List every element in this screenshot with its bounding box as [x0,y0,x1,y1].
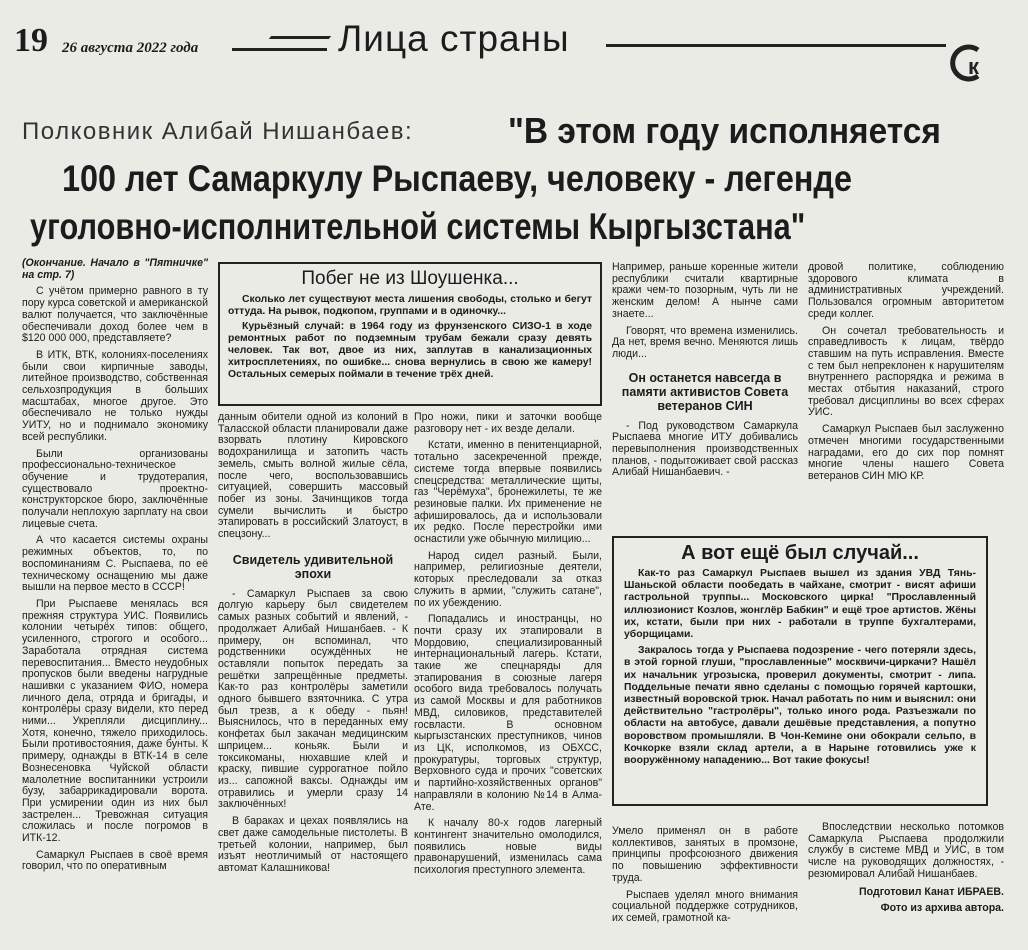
svg-text:к: к [968,54,980,79]
paragraph: При Рыспаеве менялась вся прежняя структура УИС. Появились колонии четырёх типов: общего, усиленного, строгого и особого... Заработала отрядная система перевоспитания... Вместо неудобных пропусков были введены нагрудные нашивки с указанием ФИО, номера личного дела, отряда и бригады, и контролёры сразу видели, кто перед ними... Укрепляли дисциплину... Хотя, конечно, тяжело приходилось. Были противостояния, даже бунты. К примеру, однажды в ВТК-14 в селе Вознесеновка Чуйской области малолетние воспитанники устроили бузу, забаррикадировали ворота. При усмирении один из них был застрелен... Тревожная ситуация сложилась и после погромов в ИТК-12. [22,597,208,845]
header-rule-slant [269,36,332,39]
headline-line2: 100 лет Самаркулу Рыспаеву, человеку - легенде [62,158,852,199]
article-column-2 [218,412,408,938]
paragraph: Закралось тогда у Рыспаева подозрение - чего потеряли здесь, в этой горной глуши, "прославленные" москвичи-циркачи? Нашёл их начальник угрозыска, проверил документы, смотрит - липа. Поддельные печати явно сделаны с помощью горячей картошки, известный воровской трюк. Начал работать по ним и выяснил: они действительно "гастролёры", только иного рода. Разъезжали по области на автобусе, давали дешёвые представления, а попутно воровством промышляли. В Чон-Кемине они обокрали сельпо, в Кочкорке взяли склад артели, а в Нарыне готовились уже к вооружённому нападению... Вот такие фокусы! [624,645,976,767]
paragraph: Самаркул Рыспаев в своё время говорил, что по оперативным [22,848,208,873]
article-column-4-bottom [612,826,798,938]
paragraph: Как-то раз Самаркул Рыспаев вышел из здания УВД Тянь-Шаньской области пообедать в чайхане, смотрит - висят афиши гастрольной труппы... Московского цирка! "Прославленный иллюзионист Козлов, жонглёр Бабкин" и ещё трое артистов. Жёны их, кстати, были при них - работали в труппе бухгалтерами, уборщицами. [624,568,976,641]
paragraph: Были организованы профессионально-техническое обучение и трудотерапия, существовало проектно-конструкторское бюро, заключённые получали неплохую зарплату на свои лицевые счета. [22,447,208,530]
article-column-3 [414,412,602,938]
box-title: Побег не из Шоушенка... [301,268,519,289]
page-header [0,0,1028,80]
paragraph: К началу 80-х годов лагерный контингент значительно омолодился, появились новые виды правонарушений, изменилась сама психология преступного элемента. [414,817,602,877]
header-rule-left [232,48,327,51]
article-column-4 [612,262,798,530]
newspaper-logo-icon [948,44,1000,82]
paragraph: С учётом примерно равного в ту пору курса советской и американской валют получается, что заключённые обеспечивали доход более чем в $120 000 000, представляете? [22,285,208,345]
paragraph: Кстати, именно в пенитенциарной, тотально засекреченной прежде, системе тогда впервые появились спецсредства: металлические щиты, газ "Черёмуха", бронежилеты, те же резиновые палки. Их применение не афишировалось, да и использовали их редко. После перестройки ими оснастили уже обычную милицию... [414,439,602,546]
author-credit: Подготовил Канат ИБРАЕВ. [859,885,1004,898]
page-number: 19 [14,22,48,59]
issue-date: 26 августа 2022 года [62,40,199,56]
continuation-note: (Окончание. Начало в "Пятничке" на стр. 7) [22,258,208,281]
header-rule-right [606,44,946,47]
section-title: Лица страны [338,18,570,59]
paragraph: - Под руководством Самаркула Рыспаева многие ИТУ добивались перевыполнения производственных планов, - подытоживает свой рассказ Алибай Нишанбаевич. - [612,419,798,479]
headline-line3: уголовно-исполнительной системы Кыргызстана" [30,206,806,247]
article-column-5 [808,262,1004,530]
paragraph: Про ножи, пики и заточки вообще разговору нет - их везде делали. [414,412,602,435]
paragraph: Умело применял он в работе коллективов, занятых в промзоне, принципы профсоюзного движения по повышению эффективности труда. [612,826,798,884]
article-column-1 [22,258,208,938]
paragraph: Сколько лет существуют места лишения свободы, столько и бегут оттуда. На рывок, подкопом, группами и в одиночку... [228,294,592,317]
paragraph: А что касается системы охраны режимных объектов, то, по воспоминаниям С. Рыспаева, по её техническому оснащению мы даже вышли на первое место в СССР! [22,534,208,594]
headline-kicker: Полковник Алибай Нишанбаев: [22,118,414,145]
paragraph: Народ сидел разный. Были, например, религиозные деятели, которых преследовали за отказ служить в армии, "служить сатане", по их убеждению. [414,549,602,609]
article-column-5-bottom [808,822,1004,938]
paragraph: Он сочетал требовательность и справедливость к лицам, твёрдо ставшим на путь исправления. Вместе с тем был непреклонен к нарушителям внутреннего распорядка и режима в местах отбытия наказаний, строго требовал дисциплины во всех сферах УИС. [808,324,1004,419]
paragraph: Говорят, что времена изменились. Да нет, время вечно. Меняются лишь люди... [612,324,798,360]
sidebar-box-circus [612,536,988,806]
newspaper-logo [948,44,1000,82]
subheading: Он останется навсегда в памяти активистов Совета ветеранов СИН [621,370,789,413]
headline-line1: "В этом году исполняется [508,110,941,151]
paragraph: Самаркул Рыспаев был заслуженно отмечен многими государственными наградами, его до сих пор помнят многие члены нашего Совета ветеранов СИН МЮ КР. [808,423,1004,482]
paragraph: - Самаркул Рыспаев за свою долгую карьеру был свидетелем самых разных событий и явлений, - продолжает Алибай Нишанбаев. - К примеру, он вспоминал, что родственники осуждённых не оставляли попыток передать за решётки запрещённые предметы. Как-то раз контролёры заметили одного бывшего взяточника. С утра был трезв, а к обеду - пьян! Выяснилось, что в переданных ему конфетах был закачан медицинским шприцем... коньяк. Были и токсикоманы, нюхавшие клей и краску, пившие суррогатное пойло из... сапожной ваксы. Однажды им отравились и умерли сразу 14 заключённых! [218,587,408,811]
subheading: Свидетель удивительной эпохи [232,552,394,581]
paragraph: Впоследствии несколько потомков Самаркула Рыспаева продолжили службу в системе МВД и УИС, в том числе на руководящих должностях, - резюмировал Алибай Нишанбаев. [808,822,1004,880]
paragraph: Попадались и иностранцы, но почти сразу их этапировали в Мордовию, специализированный интернациональный лагерь. Кстати, такие же спецнаряды для этапирования в союзные лагеря особого вида требовалось получать из самой Москвы и для работников МВД, силовиков, представителей госвласти. В основном кыргызстанских преступников, чинов из ЦК, исполкомов, из ОБХСС, прокуратуры, торговых структур, Верховного суда и прочих "советских и партийно-хозяйственных органов" направляли в колонию №14 в Алма-Ате. [414,613,602,813]
paragraph: В бараках и цехах появлялись на свет даже самодельные пистолеты. В третьей колонии, например, был изъят неотличимый от настоящего автомат Калашникова! [218,815,408,874]
paragraph: Например, раньше коренные жители республики считали квартирные кражи чем-то позорным, чуть ли не женским делом! А нынче сами знаете... [612,262,798,320]
box-title: А вот ещё был случай... [681,542,919,564]
paragraph: Рыспаев уделял много внимания социальной поддержке сотрудников, их семей, грамотной ка- [612,888,798,924]
paragraph: дровой политике, соблюдению здорового климата в административных учреждений. Пользовался огромным авторитетом среди коллег. [808,262,1004,320]
sidebar-box-escape [218,262,602,406]
photo-credit: Фото из архива автора. [880,902,1004,915]
paragraph: данным обители одной из колоний в Таласской области планировали даже взорвать плотину Кировского водохранилища и затопить часть земель, смыть волной жилые сёла, после чего, воспользовавшись ситуацией, совершить массовый побег из зоны. Зачинщиков тогда сумели вычислить и быстро этапировать в российский Златоуст, в спецзону... [218,412,408,541]
paragraph: В ИТК, ВТК, колониях-поселениях были свои кирпичные заводы, литейное производство, собственная сельхозпродукция в больших масштабах, многое другое. Это обеспечивало не только нужды УИТУ, но и поднимало экономику всей республики. [22,348,208,443]
paragraph: Курьёзный случай: в 1964 году из фрунзенского СИЗО-1 в ходе ремонтных работ по подземным трубам бежали сразу девять человек. Так вот, двое из них, заплутав в канализационных хитросплетениях, по ошибке... снова вернулись в свою же камеру! Остальных семерых поймали в течение трёх дней. [228,321,592,380]
